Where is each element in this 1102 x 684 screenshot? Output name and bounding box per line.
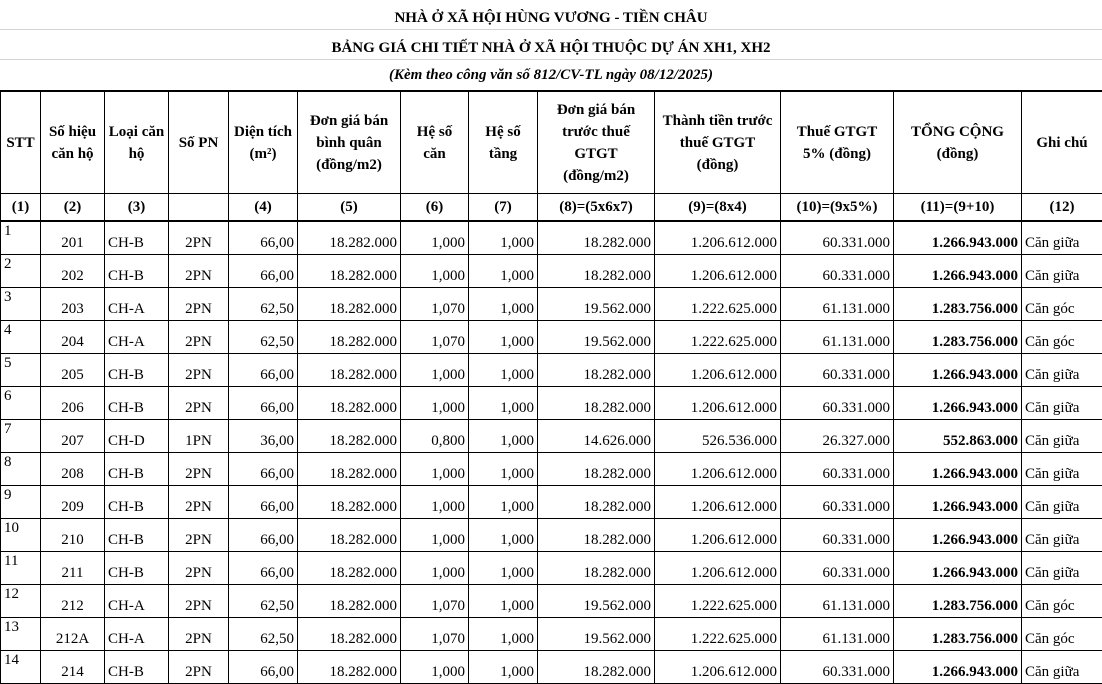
header-stt: STT	[1, 91, 41, 194]
cell-unit-price-pre-vat[interactable]: 18.282.000	[538, 387, 655, 420]
cell-unit-coefficient[interactable]: 1,070	[401, 585, 469, 618]
cell-bedrooms[interactable]: 2PN	[169, 486, 229, 519]
cell-amount-pre-vat[interactable]: 1.206.612.000	[655, 453, 781, 486]
cell-total[interactable]: 1.266.943.000	[894, 552, 1022, 585]
cell-area[interactable]: 66,00	[229, 651, 298, 684]
cell-avg-unit-price[interactable]: 18.282.000	[298, 255, 401, 288]
cell-area[interactable]: 36,00	[229, 420, 298, 453]
cell-stt[interactable]: 7	[1, 420, 41, 453]
table-row	[1, 519, 1102, 552]
cell-apartment-type[interactable]: CH-A	[105, 585, 169, 618]
cell-unit-price-pre-vat[interactable]: 18.282.000	[538, 255, 655, 288]
cell-stt[interactable]: 12	[1, 585, 41, 618]
cell-total[interactable]: 1.283.756.000	[894, 321, 1022, 354]
cell-apartment-number[interactable]: 214	[41, 651, 105, 684]
cell-vat[interactable]: 60.331.000	[781, 486, 894, 519]
cell-amount-pre-vat[interactable]: 1.206.612.000	[655, 354, 781, 387]
cell-area[interactable]: 66,00	[229, 552, 298, 585]
cell-unit-coefficient[interactable]: 1,000	[401, 221, 469, 255]
cell-floor-coefficient[interactable]: 1,000	[469, 321, 538, 354]
header-floor-coefficient: Hệ số tầng	[469, 91, 538, 194]
cell-unit-coefficient[interactable]: 1,000	[401, 519, 469, 552]
cell-note[interactable]: Căn giữa	[1022, 354, 1102, 387]
header-unit-coefficient: Hệ số căn	[401, 91, 469, 194]
cell-total[interactable]: 1.266.943.000	[894, 354, 1022, 387]
table-row	[1, 255, 1102, 288]
cell-vat[interactable]: 60.331.000	[781, 519, 894, 552]
header-bedrooms: Số PN	[169, 91, 229, 194]
cell-amount-pre-vat[interactable]: 1.206.612.000	[655, 651, 781, 684]
cell-note[interactable]: Căn giữa	[1022, 651, 1102, 684]
cell-apartment-number[interactable]: 204	[41, 321, 105, 354]
cell-stt[interactable]: 6	[1, 387, 41, 420]
cell-total[interactable]: 1.283.756.000	[894, 618, 1022, 651]
cell-apartment-number[interactable]: 205	[41, 354, 105, 387]
cell-bedrooms[interactable]: 2PN	[169, 354, 229, 387]
price-table	[0, 90, 1102, 684]
cell-unit-coefficient[interactable]: 0,800	[401, 420, 469, 453]
cell-apartment-number[interactable]: 211	[41, 552, 105, 585]
cell-apartment-number[interactable]: 202	[41, 255, 105, 288]
cell-avg-unit-price[interactable]: 18.282.000	[298, 618, 401, 651]
table-row	[1, 585, 1102, 618]
cell-vat[interactable]: 61.131.000	[781, 618, 894, 651]
cell-vat[interactable]: 61.131.000	[781, 585, 894, 618]
cell-amount-pre-vat[interactable]: 1.206.612.000	[655, 552, 781, 585]
cell-amount-pre-vat[interactable]: 1.206.612.000	[655, 486, 781, 519]
cell-avg-unit-price[interactable]: 18.282.000	[298, 387, 401, 420]
cell-apartment-number[interactable]: 212A	[41, 618, 105, 651]
cell-total[interactable]: 1.266.943.000	[894, 453, 1022, 486]
cell-vat[interactable]: 60.331.000	[781, 221, 894, 255]
cell-apartment-type[interactable]: CH-B	[105, 651, 169, 684]
cell-area[interactable]: 66,00	[229, 255, 298, 288]
header-total: TỔNG CỘNG (đồng)	[894, 91, 1022, 194]
table-row	[1, 354, 1102, 387]
cell-stt[interactable]: 1	[1, 221, 41, 255]
cell-apartment-number[interactable]: 212	[41, 585, 105, 618]
cell-note[interactable]: Căn góc	[1022, 618, 1102, 651]
cell-vat[interactable]: 60.331.000	[781, 651, 894, 684]
cell-apartment-number[interactable]: 210	[41, 519, 105, 552]
cell-apartment-number[interactable]: 201	[41, 221, 105, 255]
cell-unit-coefficient[interactable]: 1,000	[401, 255, 469, 288]
cell-avg-unit-price[interactable]: 18.282.000	[298, 420, 401, 453]
cell-avg-unit-price[interactable]: 18.282.000	[298, 354, 401, 387]
table-row	[1, 651, 1102, 684]
header-note: Ghi chú	[1022, 91, 1102, 194]
index-note: (12)	[1022, 194, 1102, 222]
document-subtitle: BẢNG GIÁ CHI TIẾT NHÀ Ở XÃ HỘI THUỘC DỰ ÁN XH1, XH2	[0, 30, 1102, 60]
header-vat: Thuế GTGT 5% (đồng)	[781, 91, 894, 194]
cell-amount-pre-vat[interactable]: 1.206.612.000	[655, 221, 781, 255]
cell-unit-coefficient[interactable]: 1,000	[401, 486, 469, 519]
cell-avg-unit-price[interactable]: 18.282.000	[298, 453, 401, 486]
index-area: (4)	[229, 194, 298, 222]
cell-apartment-type[interactable]: CH-B	[105, 221, 169, 255]
cell-bedrooms[interactable]: 2PN	[169, 651, 229, 684]
document-title: NHÀ Ở XÃ HỘI HÙNG VƯƠNG - TIỀN CHÂU	[0, 0, 1102, 30]
cell-unit-price-pre-vat[interactable]: 18.282.000	[538, 453, 655, 486]
index-floor-coefficient: (7)	[469, 194, 538, 222]
cell-unit-coefficient[interactable]: 1,070	[401, 288, 469, 321]
cell-avg-unit-price[interactable]: 18.282.000	[298, 585, 401, 618]
cell-total[interactable]: 1.266.943.000	[894, 387, 1022, 420]
cell-area[interactable]: 66,00	[229, 387, 298, 420]
table-row	[1, 618, 1102, 651]
cell-floor-coefficient[interactable]: 1,000	[469, 585, 538, 618]
cell-floor-coefficient[interactable]: 1,000	[469, 552, 538, 585]
cell-vat[interactable]: 60.331.000	[781, 552, 894, 585]
cell-avg-unit-price[interactable]: 18.282.000	[298, 321, 401, 354]
cell-area[interactable]: 66,00	[229, 486, 298, 519]
cell-note[interactable]: Căn giữa	[1022, 255, 1102, 288]
cell-floor-coefficient[interactable]: 1,000	[469, 387, 538, 420]
cell-area[interactable]: 66,00	[229, 354, 298, 387]
index-apartment-type: (3)	[105, 194, 169, 222]
cell-apartment-number[interactable]: 206	[41, 387, 105, 420]
cell-floor-coefficient[interactable]: 1,000	[469, 420, 538, 453]
cell-stt[interactable]: 11	[1, 552, 41, 585]
cell-stt[interactable]: 3	[1, 288, 41, 321]
cell-bedrooms[interactable]: 2PN	[169, 585, 229, 618]
cell-unit-price-pre-vat[interactable]: 19.562.000	[538, 321, 655, 354]
cell-avg-unit-price[interactable]: 18.282.000	[298, 486, 401, 519]
cell-area[interactable]: 62,50	[229, 288, 298, 321]
cell-unit-coefficient[interactable]: 1,000	[401, 552, 469, 585]
cell-unit-coefficient[interactable]: 1,000	[401, 387, 469, 420]
header-area: Diện tích (m²)	[229, 91, 298, 194]
header-unit-price-pre-vat: Đơn giá bán trước thuế GTGT (đồng/m2)	[538, 91, 655, 194]
cell-apartment-type[interactable]: CH-D	[105, 420, 169, 453]
cell-note[interactable]: Căn giữa	[1022, 221, 1102, 255]
cell-unit-coefficient[interactable]: 1,000	[401, 354, 469, 387]
index-amount-pre-vat: (9)=(8x4)	[655, 194, 781, 222]
table-row	[1, 453, 1102, 486]
cell-amount-pre-vat[interactable]: 1.222.625.000	[655, 585, 781, 618]
cell-note[interactable]: Căn giữa	[1022, 387, 1102, 420]
cell-unit-coefficient[interactable]: 1,070	[401, 321, 469, 354]
cell-bedrooms[interactable]: 2PN	[169, 288, 229, 321]
cell-unit-coefficient[interactable]: 1,000	[401, 651, 469, 684]
cell-amount-pre-vat[interactable]: 1.222.625.000	[655, 288, 781, 321]
cell-apartment-number[interactable]: 203	[41, 288, 105, 321]
cell-total[interactable]: 1.266.943.000	[894, 221, 1022, 255]
cell-bedrooms[interactable]: 2PN	[169, 221, 229, 255]
header-apartment-type: Loại căn hộ	[105, 91, 169, 194]
cell-floor-coefficient[interactable]: 1,000	[469, 453, 538, 486]
cell-stt[interactable]: 10	[1, 519, 41, 552]
cell-amount-pre-vat[interactable]: 1.206.612.000	[655, 255, 781, 288]
cell-apartment-type[interactable]: CH-A	[105, 288, 169, 321]
cell-area[interactable]: 66,00	[229, 519, 298, 552]
index-unit-price-pre-vat: (8)=(5x6x7)	[538, 194, 655, 222]
cell-stt[interactable]: 13	[1, 618, 41, 651]
cell-bedrooms[interactable]: 2PN	[169, 618, 229, 651]
table-row	[1, 387, 1102, 420]
cell-unit-price-pre-vat[interactable]: 14.626.000	[538, 420, 655, 453]
cell-note[interactable]: Căn giữa	[1022, 420, 1102, 453]
index-vat: (10)=(9x5%)	[781, 194, 894, 222]
cell-total[interactable]: 1.266.943.000	[894, 255, 1022, 288]
cell-amount-pre-vat[interactable]: 526.536.000	[655, 420, 781, 453]
cell-floor-coefficient[interactable]: 1,000	[469, 651, 538, 684]
cell-total[interactable]: 1.266.943.000	[894, 519, 1022, 552]
cell-area[interactable]: 62,50	[229, 321, 298, 354]
cell-bedrooms[interactable]: 2PN	[169, 321, 229, 354]
index-row	[1, 194, 1102, 222]
cell-unit-price-pre-vat[interactable]: 18.282.000	[538, 354, 655, 387]
cell-unit-price-pre-vat[interactable]: 18.282.000	[538, 486, 655, 519]
cell-unit-coefficient[interactable]: 1,070	[401, 618, 469, 651]
cell-apartment-type[interactable]: CH-B	[105, 453, 169, 486]
cell-vat[interactable]: 61.131.000	[781, 321, 894, 354]
index-stt: (1)	[1, 194, 41, 222]
cell-floor-coefficient[interactable]: 1,000	[469, 288, 538, 321]
cell-vat[interactable]: 61.131.000	[781, 288, 894, 321]
index-apartment-number: (2)	[41, 194, 105, 222]
cell-unit-price-pre-vat[interactable]: 18.282.000	[538, 519, 655, 552]
cell-unit-price-pre-vat[interactable]: 19.562.000	[538, 288, 655, 321]
cell-apartment-number[interactable]: 209	[41, 486, 105, 519]
cell-vat[interactable]: 26.327.000	[781, 420, 894, 453]
cell-stt[interactable]: 8	[1, 453, 41, 486]
cell-floor-coefficient[interactable]: 1,000	[469, 519, 538, 552]
cell-apartment-type[interactable]: CH-A	[105, 618, 169, 651]
cell-apartment-type[interactable]: CH-B	[105, 354, 169, 387]
cell-vat[interactable]: 60.331.000	[781, 354, 894, 387]
cell-apartment-type[interactable]: CH-B	[105, 552, 169, 585]
header-row	[1, 91, 1102, 194]
table-row	[1, 552, 1102, 585]
cell-unit-price-pre-vat[interactable]: 18.282.000	[538, 552, 655, 585]
index-unit-coefficient: (6)	[401, 194, 469, 222]
cell-bedrooms[interactable]: 2PN	[169, 519, 229, 552]
cell-note[interactable]: Căn giữa	[1022, 519, 1102, 552]
cell-apartment-type[interactable]: CH-B	[105, 519, 169, 552]
cell-vat[interactable]: 60.331.000	[781, 387, 894, 420]
cell-amount-pre-vat[interactable]: 1.222.625.000	[655, 618, 781, 651]
cell-floor-coefficient[interactable]: 1,000	[469, 618, 538, 651]
cell-unit-price-pre-vat[interactable]: 18.282.000	[538, 221, 655, 255]
cell-apartment-number[interactable]: 207	[41, 420, 105, 453]
table-row	[1, 288, 1102, 321]
cell-stt[interactable]: 4	[1, 321, 41, 354]
cell-total[interactable]: 552.863.000	[894, 420, 1022, 453]
cell-apartment-number[interactable]: 208	[41, 453, 105, 486]
cell-avg-unit-price[interactable]: 18.282.000	[298, 288, 401, 321]
cell-area[interactable]: 62,50	[229, 585, 298, 618]
cell-note[interactable]: Căn giữa	[1022, 552, 1102, 585]
header-apartment-number: Số hiệu căn hộ	[41, 91, 105, 194]
cell-total[interactable]: 1.266.943.000	[894, 651, 1022, 684]
header-amount-pre-vat: Thành tiền trước thuế GTGT (đồng)	[655, 91, 781, 194]
cell-note[interactable]: Căn góc	[1022, 585, 1102, 618]
cell-unit-price-pre-vat[interactable]: 19.562.000	[538, 618, 655, 651]
cell-note[interactable]: Căn góc	[1022, 321, 1102, 354]
table-row	[1, 420, 1102, 453]
cell-unit-price-pre-vat[interactable]: 18.282.000	[538, 651, 655, 684]
cell-floor-coefficient[interactable]: 1,000	[469, 354, 538, 387]
cell-amount-pre-vat[interactable]: 1.222.625.000	[655, 321, 781, 354]
cell-note[interactable]: Căn giữa	[1022, 453, 1102, 486]
cell-stt[interactable]: 9	[1, 486, 41, 519]
cell-note[interactable]: Căn giữa	[1022, 486, 1102, 519]
cell-apartment-type[interactable]: CH-B	[105, 486, 169, 519]
cell-floor-coefficient[interactable]: 1,000	[469, 486, 538, 519]
index-bedrooms	[169, 194, 229, 222]
cell-avg-unit-price[interactable]: 18.282.000	[298, 221, 401, 255]
cell-stt[interactable]: 14	[1, 651, 41, 684]
cell-total[interactable]: 1.283.756.000	[894, 585, 1022, 618]
cell-apartment-type[interactable]: CH-A	[105, 321, 169, 354]
cell-stt[interactable]: 5	[1, 354, 41, 387]
table-row	[1, 321, 1102, 354]
cell-floor-coefficient[interactable]: 1,000	[469, 255, 538, 288]
cell-amount-pre-vat[interactable]: 1.206.612.000	[655, 519, 781, 552]
cell-bedrooms[interactable]: 2PN	[169, 255, 229, 288]
cell-bedrooms[interactable]: 2PN	[169, 387, 229, 420]
cell-area[interactable]: 66,00	[229, 221, 298, 255]
cell-vat[interactable]: 60.331.000	[781, 255, 894, 288]
cell-area[interactable]: 62,50	[229, 618, 298, 651]
cell-stt[interactable]: 2	[1, 255, 41, 288]
document-note: (Kèm theo công văn số 812/CV-TL ngày 08/12/2025)	[0, 60, 1102, 90]
cell-area[interactable]: 66,00	[229, 453, 298, 486]
cell-note[interactable]: Căn góc	[1022, 288, 1102, 321]
index-total: (11)=(9+10)	[894, 194, 1022, 222]
cell-vat[interactable]: 60.331.000	[781, 453, 894, 486]
cell-unit-coefficient[interactable]: 1,000	[401, 453, 469, 486]
table-row	[1, 221, 1102, 255]
cell-bedrooms[interactable]: 2PN	[169, 453, 229, 486]
cell-bedrooms[interactable]: 2PN	[169, 552, 229, 585]
index-avg-unit-price: (5)	[298, 194, 401, 222]
cell-avg-unit-price[interactable]: 18.282.000	[298, 651, 401, 684]
cell-total[interactable]: 1.283.756.000	[894, 288, 1022, 321]
header-avg-unit-price: Đơn giá bán bình quân (đồng/m2)	[298, 91, 401, 194]
cell-apartment-type[interactable]: CH-B	[105, 255, 169, 288]
cell-floor-coefficient[interactable]: 1,000	[469, 221, 538, 255]
cell-avg-unit-price[interactable]: 18.282.000	[298, 519, 401, 552]
table-row	[1, 486, 1102, 519]
cell-avg-unit-price[interactable]: 18.282.000	[298, 552, 401, 585]
cell-total[interactable]: 1.266.943.000	[894, 486, 1022, 519]
cell-apartment-type[interactable]: CH-B	[105, 387, 169, 420]
cell-unit-price-pre-vat[interactable]: 19.562.000	[538, 585, 655, 618]
cell-bedrooms[interactable]: 1PN	[169, 420, 229, 453]
cell-amount-pre-vat[interactable]: 1.206.612.000	[655, 387, 781, 420]
